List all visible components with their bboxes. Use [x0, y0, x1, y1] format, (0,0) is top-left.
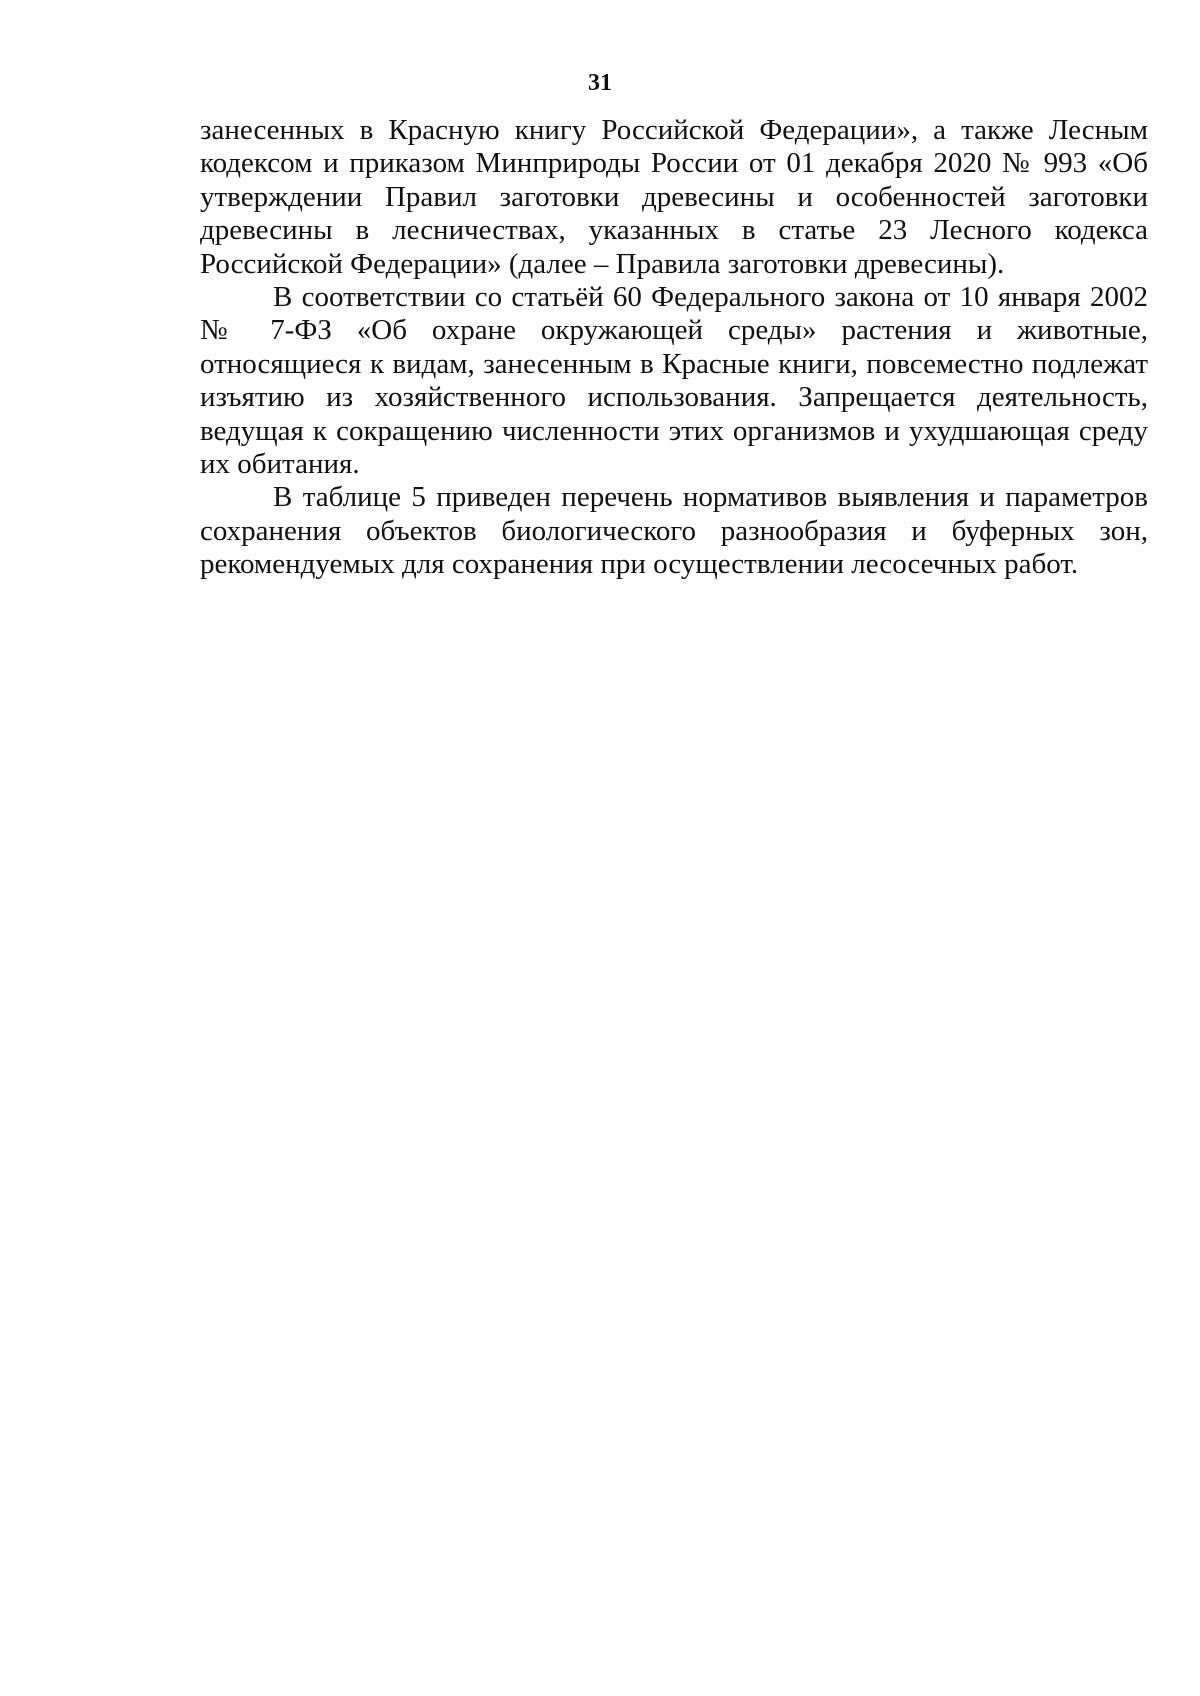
paragraph-continuation: занесенных в Красную книгу Российской Федерации», а также Лесным кодексом и приказом Минприроды России от 01 декабря 2020 № 993 «Об утверждении Правил заготовки древесины и особенностей заготовки древесины в лесничествах, указанных в статье 23 Лесного кодекса Российской Федерации» (далее – Правила заготовки древесины). — [200, 114, 1148, 280]
paragraph-table-reference: В таблице 5 приведен перечень нормативов выявления и параметров сохранения объектов биологического разнообразия и буферных зон, рекомендуемых для сохранения при осуществлении лесосечных работ. — [200, 481, 1148, 581]
page-number: 31 — [588, 70, 612, 96]
paragraph-red-book-law: В соответствии со статьёй 60 Федерального закона от 10 января 2002 № 7-ФЗ «Об охране окружающей среды» растения и животные, относящиеся к видам, занесенным в Красные книги, повсеместно подлежат изъятию из хозяйственного использования. Запрещается деятельность, ведущая к сокращению численности этих организмов и ухудшающая среду их обитания. — [200, 281, 1148, 481]
document-body — [200, 114, 1148, 582]
